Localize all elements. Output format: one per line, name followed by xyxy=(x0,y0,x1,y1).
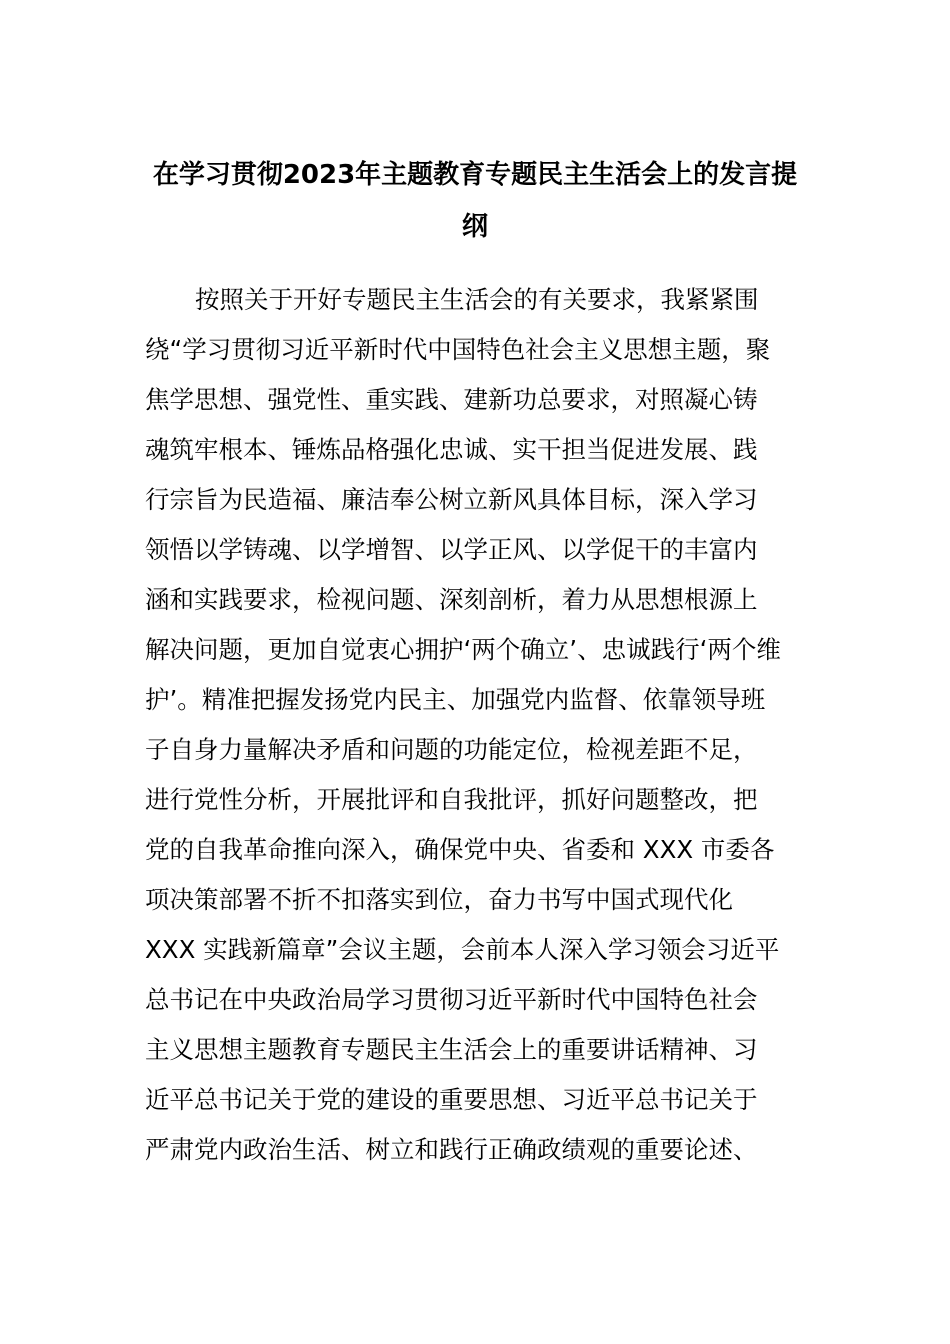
body-line-14: XXX 实践新篇章”会议主题，会前本人深入学习领会习近平 xyxy=(145,935,780,964)
body-line-12: 党的自我革命推向深入，确保党中央、省委和 XXX 市委各 xyxy=(145,835,775,864)
body-line-3: 焦学思想、强党性、重实践、建新功总要求，对照凝心铸 xyxy=(145,385,758,414)
body-line-10: 子自身力量解决矛盾和问题的功能定位，检视差距不足， xyxy=(145,735,758,764)
document-title-line-2: 纲 xyxy=(461,212,488,242)
body-line-16: 主义思想主题教育专题民主生活会上的重要讲话精神、习 xyxy=(145,1035,758,1064)
body-line-1: 按照关于开好专题民主生活会的有关要求，我紧紧围 xyxy=(195,285,759,314)
document-title-line-1: 在学习贯彻2023年主题教育专题民主生活会上的发言提 xyxy=(152,160,798,190)
body-line-2: 绕“学习贯彻习近平新时代中国特色社会主义思想主题，聚 xyxy=(145,335,771,364)
body-line-18: 严肃党内政治生活、树立和践行正确政绩观的重要论述、 xyxy=(145,1135,758,1164)
body-line-15: 总书记在中央政治局学习贯彻习近平新时代中国特色社会 xyxy=(145,985,758,1014)
body-line-7: 涵和实践要求，检视问题、深刻剖析，着力从思想根源上 xyxy=(145,585,758,614)
body-line-5: 行宗旨为民造福、廉洁奉公树立新风具体目标，深入学习 xyxy=(145,485,758,514)
body-line-13: 项决策部署不折不扣落实到位，奋力书写中国式现代化 xyxy=(145,885,733,914)
body-line-4: 魂筑牢根本、锤炼品格强化忠诚、实干担当促进发展、践 xyxy=(145,435,758,464)
body-line-11: 进行党性分析，开展批评和自我批评，抓好问题整改，把 xyxy=(145,785,758,814)
body-line-6: 领悟以学铸魂、以学增智、以学正风、以学促干的丰富内 xyxy=(145,535,758,564)
body-line-17: 近平总书记关于党的建设的重要思想、习近平总书记关于 xyxy=(145,1085,758,1114)
body-line-8: 解决问题，更加自觉衷心拥护‘两个确立’、忠诚践行‘两个维 xyxy=(145,635,781,664)
body-line-9: 护’。精准把握发扬党内民主、加强党内监督、依靠领导班 xyxy=(145,685,766,714)
